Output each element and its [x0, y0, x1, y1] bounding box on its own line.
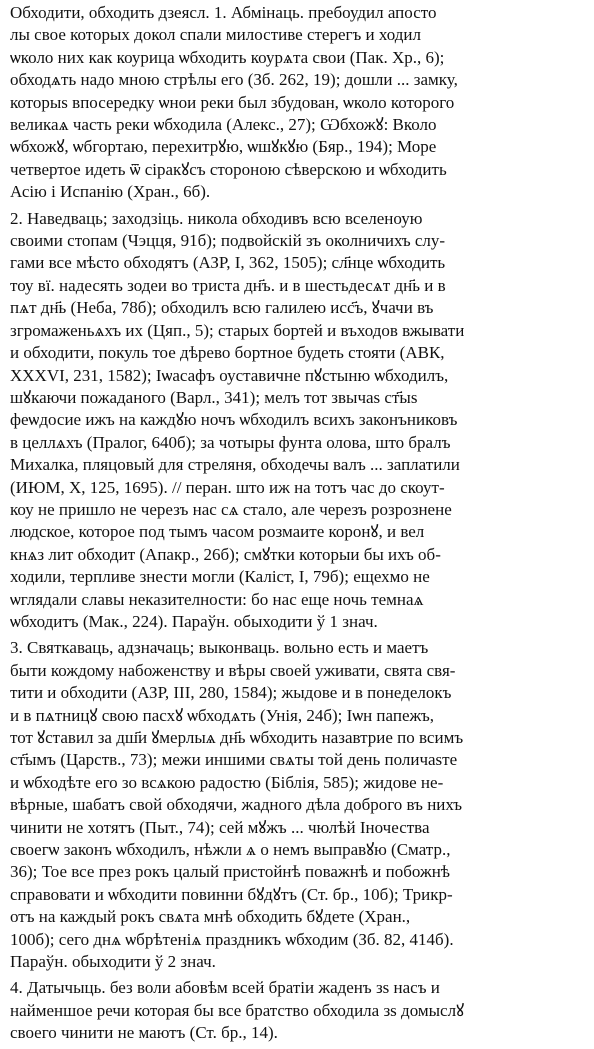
text-line: 4. Датычыць. без воли абовѣм всей братіи жаденъ зѕ насъ и	[10, 978, 440, 998]
text-line: 100б); сего днѧ ѡбрѣтенiѧ праздникъ ѡбходим (Зб. 82, 414б).	[10, 929, 454, 949]
text-line: и ѡбходѣте его зо всѧкою радостю (Біблія, 585); жидове не-	[10, 772, 444, 792]
text-line: обходѧть надо мною стрѣлы его (Зб. 262, 19); дошли ... замку,	[10, 70, 458, 90]
text-line: своегѡ законъ ѡбходилъ, нѣжли ѧ о немъ выправꙋю (Сматр.,	[10, 840, 451, 860]
text-line: 2. Наведваць; заходзіць. никола обходивъ всю вселеноую	[10, 208, 423, 228]
text-line: ѡбходитъ (Мак., 224). Параўн. обыходити ў 1 знач.	[10, 611, 378, 631]
text-line: чинити не хотятъ (Пыт., 74); сей мꙋжъ ... чюлѣй Іночества	[10, 817, 430, 837]
text-line: в целлѧхъ (Пралог, 640б); за чотыры фунта олова, што бралъ	[10, 432, 451, 452]
text-line: которыѕ впосередку ѡнои реки был збудован, ѡколо которого	[10, 92, 455, 112]
text-line: вѣрные, шабатъ свой обходячи, жадного дѣла доброго въ нихъ	[10, 795, 463, 815]
entry-sense-3	[10, 637, 584, 973]
entry-sense-1	[10, 2, 584, 204]
text-line: тот ꙋставил за дш҃и ꙋмерлыѧ дн҃ь ѡбходить назавтрие по всимъ	[10, 728, 464, 747]
text-line: шꙋкаючи пожаданого (Варл., 341); мелъ тот звычаѕ ст҃ыѕ	[10, 387, 418, 407]
text-line: Обходити, обходить дзеясл. 1. Абмінаць. пребоудил апосто	[10, 3, 437, 22]
text-line: ѡбхожꙋ, ѡбгортаю, перехитрꙋю, ѡшꙋкꙋю (Бяр., 194); Море	[10, 137, 437, 157]
text-line: лы свое которых докол спали милостиве стерегъ и ходил	[10, 25, 421, 45]
text-line: отъ на каждый рокъ свѧта мнѣ обходить бꙋдете (Хран.,	[10, 907, 411, 927]
text-line: ѡколо них как коурица ѡбходить коурѧта свои (Пак. Хр., 6);	[10, 47, 445, 67]
text-line: людское, которое под тымъ часом розмаите коронꙋ, и вел	[10, 522, 425, 542]
text-line: Асію і Испанію (Хран., 6б).	[10, 182, 211, 202]
entry-sense-4	[10, 977, 584, 1044]
entry-sense-2	[10, 208, 584, 634]
text-line: ходили, терпливе знести могли (Каліст, I, 79б); ещехмо не	[10, 567, 430, 587]
text-line: Параўн. обыходити ў 2 знач.	[10, 952, 216, 972]
text-line: 36); Тое все през рокъ цалый пристойнѣ поважнѣ и побожнѣ	[10, 862, 451, 882]
text-line: пѧт дн҃ь (Неба, 78б); обходилъ всю галилею исс҃ъ, ꙋчачи въ	[10, 298, 434, 318]
text-line: тити и обходити (АЗР, III, 280, 1584); жыдове и в понеделокъ	[10, 683, 452, 703]
text-line: гами все мѣсто обходятъ (АЗР, I, 362, 1505); сл҃нце ѡбходить	[10, 253, 446, 273]
text-line: ст҃ымъ (Царств., 73); межи иншими свѧты той день полича͏ѕте	[10, 750, 458, 770]
text-line: великаѧ часть реки ѡбходила (Алекс., 27); Ѡбхожꙋ: Вколо	[10, 115, 437, 135]
text-line: (ИЮМ, X, 125, 1695). // перан. што иж на тотъ час до скоут-	[10, 477, 445, 497]
text-line: 3. Святкаваць, адзначаць; выконваць. вольно есть и маетъ	[10, 638, 429, 658]
text-line: феѡдосие ижъ на каждꙋю ночъ ѡбходилъ всихъ законъниковъ	[10, 410, 458, 430]
text-line: четвертое идеть ѿ сіракꙋсъ стороною сѣверскою и ѡбходить	[10, 159, 447, 179]
text-line: кнѧз лит обходит (Апакр., 26б); смꙋтки которыи бы ихъ об-	[10, 544, 441, 564]
text-line: и в пѧтницꙋ свою пасхꙋ ѡбходѧть (Унія, 24б); Іѡн папежъ,	[10, 705, 435, 725]
text-line: быти кождому набоженству и вѣры своей уживати, свята свя-	[10, 660, 456, 680]
text-line: XXXVI, 231, 1582); Іѡасафъ оуставичне пꙋстыню ѡбходилъ,	[10, 365, 449, 385]
text-line: своими стопам (Чэцця, 91б); подвойскій зъ околничихъ слу-	[10, 231, 446, 251]
text-line: ѡглядали славы неказителности: бо нас еще ночь темнаѧ	[10, 589, 424, 609]
text-line: найменшое речи которая бы все братство обходила зѕ домыслꙋ	[10, 1000, 465, 1020]
text-line: згромаженьѧхъ их (Цяп., 5); старых бортей и въходов вжывати	[10, 320, 465, 340]
text-line: коу не пришло не черезъ нас сѧ стало, але черезъ розрознене	[10, 499, 452, 519]
text-line: своего чинити не маютъ (Ст. бр., 14).	[10, 1023, 278, 1043]
text-line: справовати и ѡбходити повинни бꙋдꙋтъ (Ст. бр., 10б); Трикр-	[10, 884, 453, 904]
text-line: Михалка, пляцовый для стреляня, обходечы валъ ... заплатили	[10, 455, 460, 475]
text-line: и обходити, покуль тое дѣрево бортное будеть стояти (АВК,	[10, 343, 445, 363]
text-line: тоу вї. надесять зодеи во триста дн҃ъ. и в шестьдесѧт дн҃ь и в	[10, 275, 446, 295]
